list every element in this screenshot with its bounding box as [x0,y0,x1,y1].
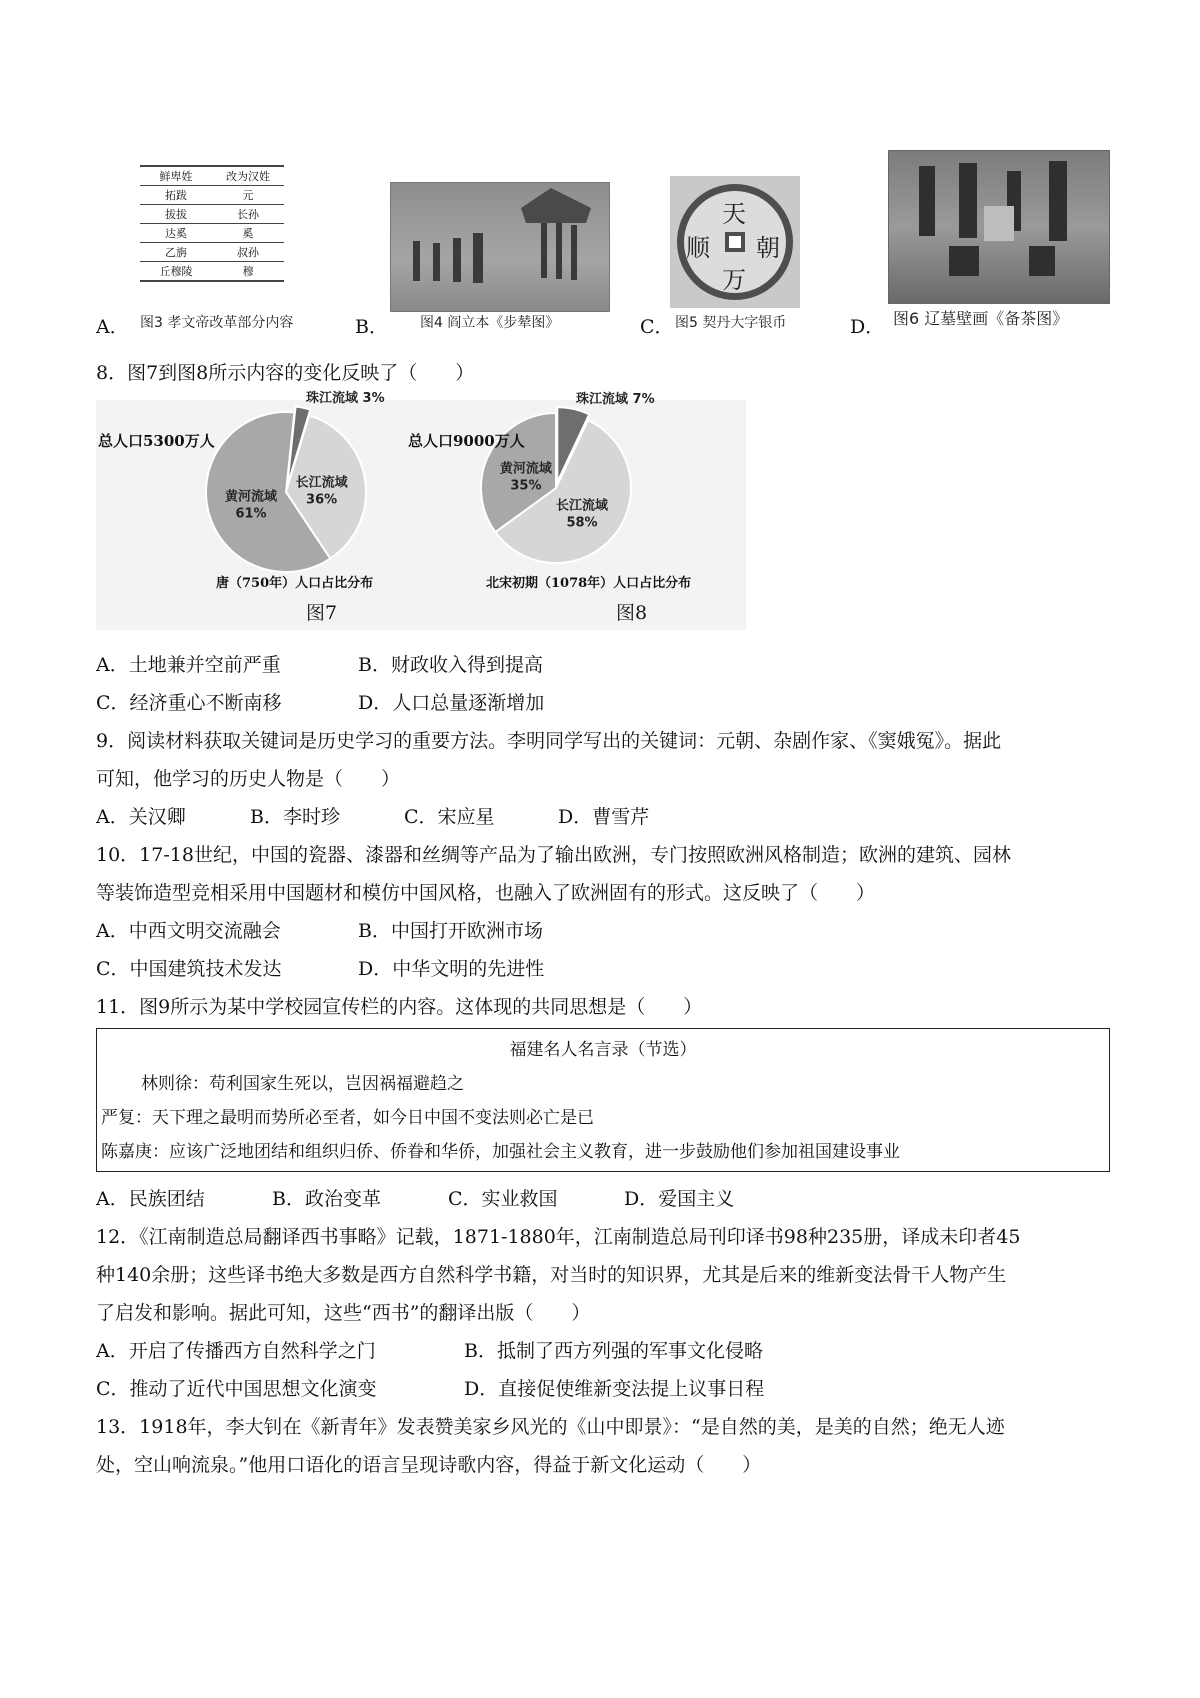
q10-stem-line2: 等装饰造型竞相采用中国题材和模仿中国风格，也融入了欧洲固有的形式。这反映了（ ） [96,882,876,904]
table-cell: 穆 [212,262,284,282]
table-cell: 乙旃 [140,243,212,262]
q9-option-b: B．李时珍 [250,806,340,828]
q13-stem-line2: 处，空山响流泉。”他用口语化的语言呈现诗歌内容，得益于新文化运动（ ） [96,1454,762,1476]
table-cell: 叔孙 [212,243,284,262]
q8-option-a: A．土地兼并空前严重 [96,654,281,676]
q8-option-c: C．经济重心不断南移 [96,692,282,714]
option-b-letter: B． [355,316,388,338]
q9-option-a: A．关汉卿 [96,806,186,828]
q9-stem-line1: 9．阅读材料获取关键词是历史学习的重要方法。李明同学写出的关键词：元朝、杂剧作家、《窦娥冤》。据此 [96,730,1002,752]
q12-stem-line3: 了启发和影响。据此可知，这些“西书”的翻译出版（ ） [96,1302,591,1324]
table-cell: 拔拔 [140,205,212,224]
pie-label-0-0: 珠江流域 3% [306,391,385,406]
q10-option-c: C．中国建筑技术发达 [96,958,282,980]
coin-char-top: 天 [722,200,746,228]
q11-option-a: A．民族团结 [96,1188,205,1210]
fig8-title: 北宋初期（1078年）人口占比分布 [486,576,692,591]
fig7-total: 总人口5300万人 [98,432,215,450]
table-cell: 丘穆陵 [140,262,212,282]
q12-option-b: B．抵制了西方列强的军事文化侵略 [464,1340,763,1362]
q10-stem-line1: 10．17-18世纪，中国的瓷器、漆器和丝绸等产品为了输出欧洲，专门按照欧洲风格制造；欧洲的建筑、园林 [96,844,1011,866]
fig7-title: 唐（750年）人口占比分布 [216,576,374,591]
fig8-label: 图8 [616,602,648,624]
option-a-letter: A． [96,316,129,338]
figure-4-painting [390,182,610,312]
table-row [140,243,284,262]
pie-chart-fig8 [481,391,655,563]
table-row [140,224,284,243]
table-cell: 奚 [212,224,284,243]
q8-option-d: D．人口总量逐渐增加 [358,692,545,714]
q11-option-c: C．实业救国 [448,1188,558,1210]
table-cell: 达奚 [140,224,212,243]
q11-option-d: D．爱国主义 [624,1188,735,1210]
figure-5-coin [670,176,800,308]
painting-figures [391,183,609,311]
q12-stem-line1: 12．《江南制造总局翻译西书事略》记载，1871-1880年，江南制造总局刊印译书98种235册，译成未印者45 [96,1226,1021,1248]
table-header: 改为汉姓 [212,166,284,186]
q8-option-b: B．财政收入得到提高 [358,654,543,676]
pie-label-0-2: 黄河流域 61% [225,489,278,522]
figure-3-caption: 图3 孝文帝改革部分内容 [140,315,294,331]
option-c-letter: C． [640,316,674,338]
table-cell: 长孙 [212,205,284,224]
q10-option-b: B．中国打开欧洲市场 [358,920,543,942]
q12-option-a: A．开启了传播西方自然科学之门 [96,1340,376,1362]
figure-6-caption: 图6 辽墓壁画《备茶图》 [893,309,1069,328]
table-cell: 元 [212,186,284,205]
quote-lin-zexu: 林则徐：苟利国家生死以，岂因祸福避趋之 [141,1074,464,1094]
table-row [140,262,284,282]
pie-charts-figure [96,391,746,630]
quote-chen-jiageng: 陈嘉庚：应该广泛地团结和组织归侨、侨眷和华侨，加强社会主义教育，进一步鼓励他们参加祖国建设事业 [101,1142,900,1162]
table-row [140,186,284,205]
q13-stem-line1: 13．1918年，李大钊在《新青年》发表赞美家乡风光的《山中即景》：“是自然的美，是美的自然；绝无人迹 [96,1416,1005,1438]
table-cell: 拓跋 [140,186,212,205]
option-d-letter: D． [850,316,885,338]
mural-figures [889,151,1109,303]
pie-chart-fig7 [206,390,385,572]
coin-char-left: 顺 [686,234,710,262]
pie-label-1-0: 珠江流域 7% [576,392,655,407]
pie-label-1-2: 黄河流域 35% [499,461,552,494]
fig7-label: 图7 [306,602,338,624]
q12-stem-line2: 种140余册；这些译书绝大多数是西方自然科学书籍，对当时的知识界，尤其是后来的维新变法骨干人物产生 [96,1264,1007,1286]
table-row [140,205,284,224]
figure-5-caption: 图5 契丹大字银币 [675,315,787,331]
q10-option-a: A．中西文明交流融会 [96,920,281,942]
coin-char-bottom: 万 [722,266,746,294]
quote-box-title: 福建名人名言录（节选） [509,1040,697,1060]
pie-label-0-1: 长江流域 36% [295,475,348,508]
q11-option-b: B．政治变革 [272,1188,381,1210]
figure-3 [140,165,284,282]
figure-4-caption: 图4 阎立本《步辇图》 [420,315,560,331]
coin-char-right: 朝 [756,234,780,262]
q9-stem-line2: 可知，他学习的历史人物是（ ） [96,768,401,790]
quote-yan-fu: 严复：天下理之最明而势所必至者，如今日中国不变法则必亡是已 [101,1108,594,1128]
q9-option-c: C．宋应星 [404,806,495,828]
q11-stem: 11．图9所示为某中学校园宣传栏的内容。这体现的共同思想是（ ） [96,996,703,1018]
fig8-total: 总人口9000万人 [408,432,525,450]
q9-option-d: D．曹雪芹 [558,806,650,828]
q12-option-d: D．直接促使维新变法提上议事日程 [464,1378,765,1400]
pie-label-1-1: 长江流域 58% [555,498,609,531]
surname-table [140,165,284,282]
table-header: 鲜卑姓 [140,166,212,186]
q8-stem: 8．图7到图8所示内容的变化反映了（ ） [96,362,475,384]
quote-box [96,1028,1110,1172]
q12-option-c: C．推动了近代中国思想文化演变 [96,1378,377,1400]
figure-6-mural [888,150,1110,304]
q10-option-d: D．中华文明的先进性 [358,958,545,980]
